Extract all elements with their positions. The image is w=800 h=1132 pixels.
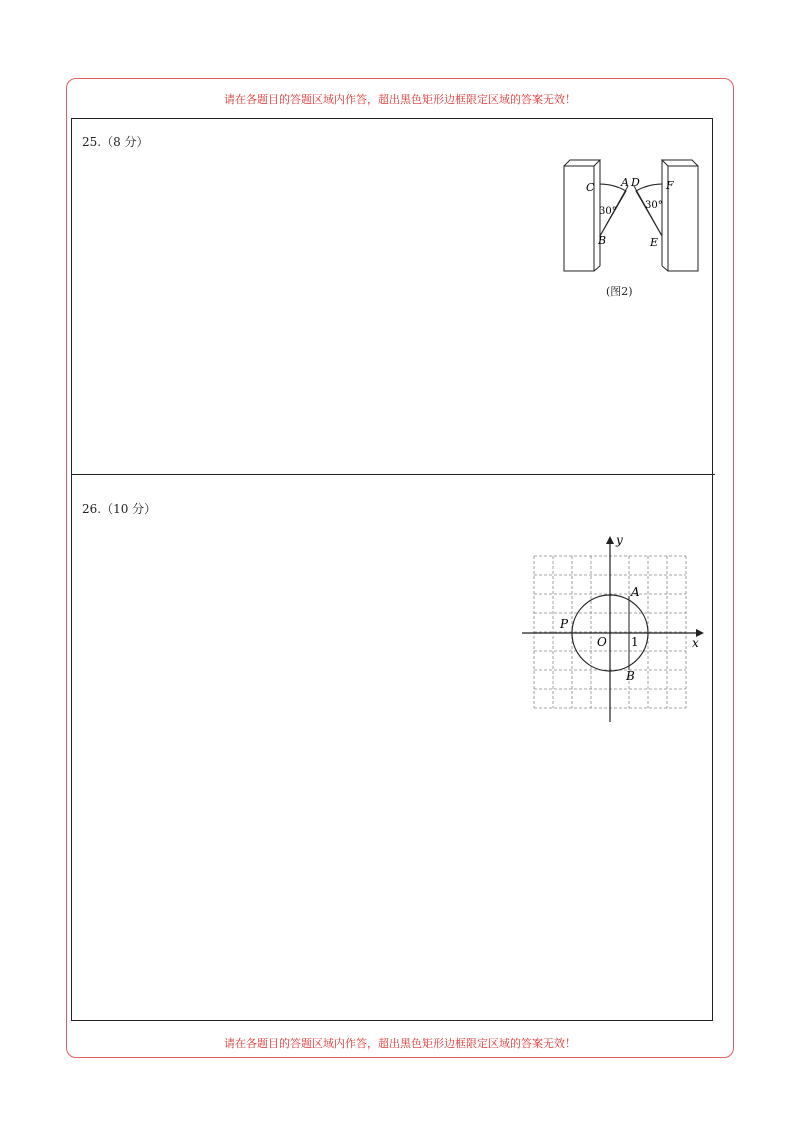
notice-bottom: 请在各题目的答题区域内作答，超出黑色矩形边框限定区域的答案无效！ [224, 1037, 576, 1050]
y-axis-arrow [606, 536, 614, 544]
right-wing-line [634, 186, 662, 236]
coordinate-grid-figure [516, 530, 711, 730]
label-B: B [598, 234, 607, 247]
label-D: D [631, 176, 640, 189]
label-O: O [597, 635, 607, 649]
figure-2 [556, 156, 706, 276]
left-pillar-top [564, 160, 600, 166]
label-one: 1 [631, 635, 639, 649]
left-pillar-bottom [594, 266, 600, 271]
question-26-label: 26.（10 分） [82, 502, 157, 516]
label-A: A [621, 176, 629, 189]
label-E: E [650, 236, 659, 249]
question-divider [71, 474, 715, 475]
label-P: P [560, 617, 569, 631]
axis-x-label: x [692, 636, 699, 650]
angle-right: 30° [645, 200, 663, 211]
notice-top: 请在各题目的答题区域内作答，超出黑色矩形边框限定区域的答案无效！ [224, 93, 576, 106]
label-C: C [586, 181, 595, 194]
question-25-label: 25.（8 分） [82, 135, 149, 149]
label-F: F [666, 179, 674, 192]
axis-y-label: y [616, 533, 623, 547]
label-B: B [626, 669, 635, 683]
figure-2-caption: (图2) [606, 285, 633, 298]
right-pillar-bottom [662, 266, 668, 271]
right-pillar-top [662, 160, 698, 166]
angle-left: 30° [599, 206, 617, 217]
label-A: A [631, 585, 640, 599]
